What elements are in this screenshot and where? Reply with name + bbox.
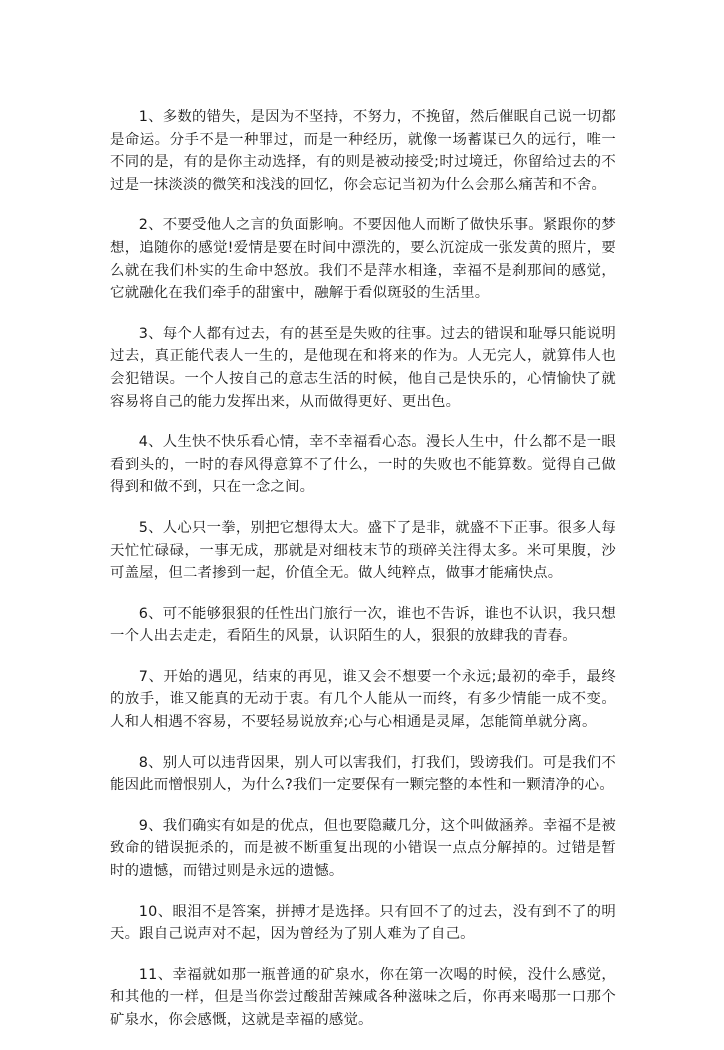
paragraph-10: 10、眼泪不是答案，拼搏才是选择。只有回不了的过去，没有到不了的明天。跟自己说声对不起，因为曾经为了别人难为了自己。 <box>110 903 616 943</box>
paragraph-11: 11、幸福就如那一瓶普通的矿泉水，你在第一次喝的时候，没什么感觉，和其他的一样，但是当你尝过酸甜苦辣咸各种滋味之后，你再来喝那一口那个矿泉水，你会感慨，这就是幸福的感觉。 <box>110 966 616 1028</box>
paragraph-3: 3、每个人都有过去，有的甚至是失败的往事。过去的错误和耻辱只能说明过去，真正能代表人一生的，是他现在和将来的作为。人无完人，就算伟人也会犯错误。一个人按自己的意志生活的时候，他自己是快乐的，心情愉快了就容易将自己的能力发挥出来，从而做得更好、更出色。 <box>110 325 616 410</box>
paragraph-6: 6、可不能够狠狠的任性出门旅行一次，谁也不告诉，谁也不认识，我只想一个人出去走走，看陌生的风景，认识陌生的人，狠狠的放肆我的青春。 <box>110 605 616 645</box>
paragraph-7: 7、开始的遇见，结束的再见，谁又会不想要一个永远;最初的牵手，最终的放手，谁又能真的无动于衷。有几个人能从一而终，有多少情能一成不变。人和人相遇不容易，不要轻易说放弃;心与心相通是灵犀，怎能简单就分离。 <box>110 668 616 731</box>
paragraph-2: 2、不要受他人之言的负面影响。不要因他人而断了做快乐事。紧跟你的梦想，追随你的感觉!爱情是要在时间中漂洗的，要么沉淀成一张发黄的照片，要么就在我们朴实的生命中怒放。我们不是萍水相逢，幸福不是刹那间的感觉，它就融化在我们牵手的甜蜜中，融解于看似斑驳的生活里。 <box>110 217 616 302</box>
paragraph-5: 5、人心只一拳，别把它想得太大。盛下了是非，就盛不下正事。很多人每天忙忙碌碌，一事无成，那就是对细枝末节的琐碎关注得太多。米可果腹，沙可盖屋，但二者掺到一起，价值全无。做人纯粹点，做事才能痛快点。 <box>110 519 616 582</box>
paragraph-4: 4、人生快不快乐看心情，幸不幸福看心态。漫长人生中，什么都不是一眼看到头的，一时的春风得意算不了什么，一时的失败也不能算数。觉得自己做得到和做不到，只在一念之间。 <box>110 434 616 496</box>
paragraph-1: 1、多数的错失，是因为不坚持，不努力，不挽留，然后催眠自己说一切都是命运。分手不是一种罪过，而是一种经历，就像一场蓄谋已久的远行，唯一不同的是，有的是你主动选择，有的则是被动接受;时过境迁，你留给过去的不过是一抹淡淡的微笑和浅浅的回忆，你会忘记当初为什么会那么痛苦和不舍。 <box>110 109 616 193</box>
document-body <box>110 106 616 1050</box>
paragraph-9: 9、我们确实有如是的优点，但也要隐藏几分，这个叫做涵养。幸福不是被致命的错误扼杀的，而是被不断重复出现的小错误一点点分解掉的。过错是暂时的遗憾，而错过则是永远的遗憾。 <box>110 817 616 880</box>
paragraph-8: 8、别人可以违背因果，别人可以害我们，打我们，毁谤我们。可是我们不能因此而憎恨别人，为什么?我们一定要保有一颗完整的本性和一颗清净的心。 <box>110 754 616 794</box>
